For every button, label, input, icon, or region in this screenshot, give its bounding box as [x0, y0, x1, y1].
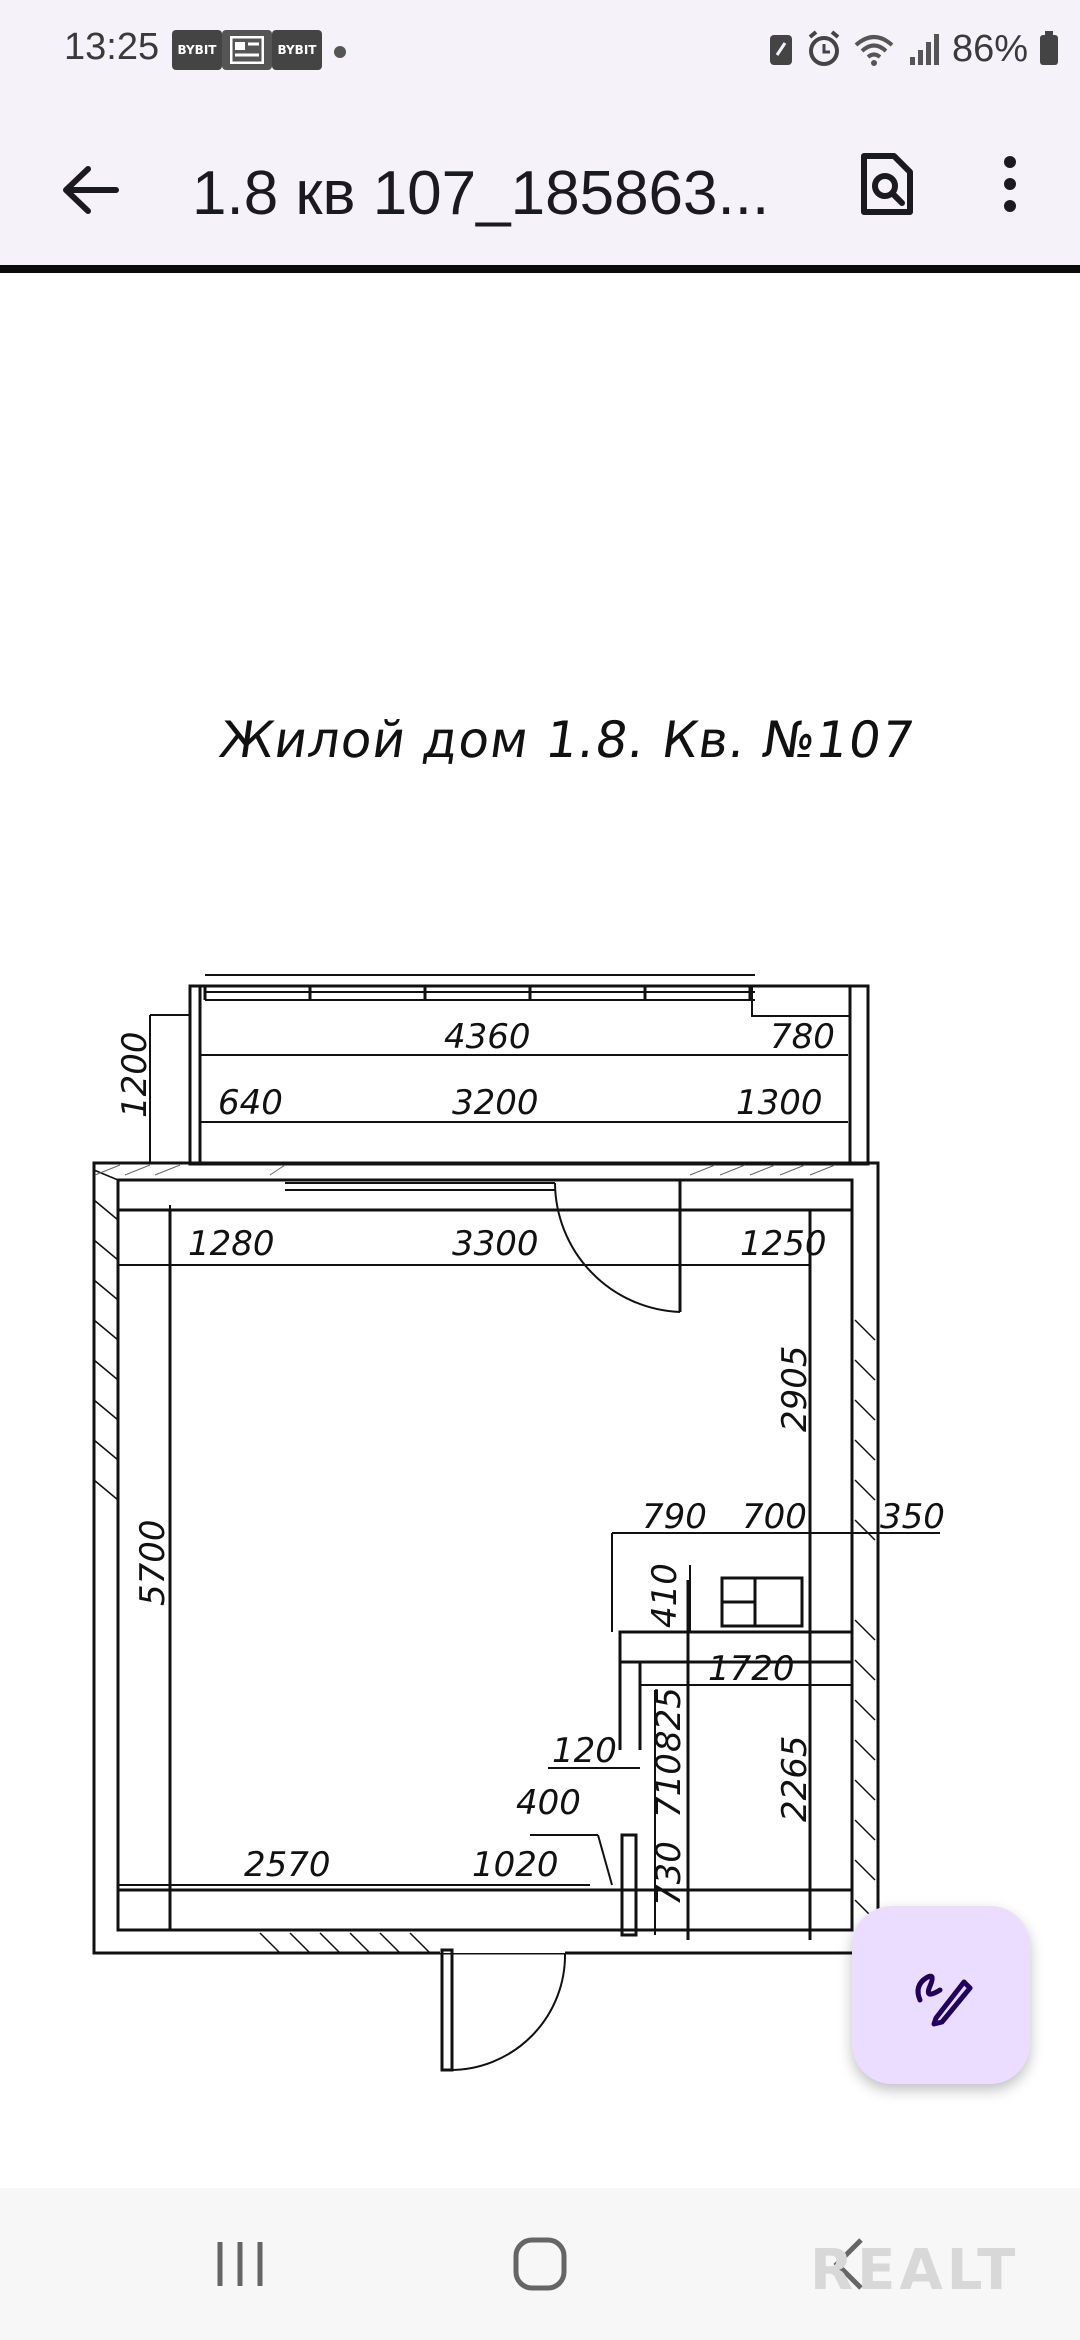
realt-watermark: REALT	[810, 2238, 1020, 2303]
dim-3200: 3200	[452, 1083, 539, 1123]
dim-790: 790	[642, 1497, 707, 1537]
dim-410: 410	[645, 1563, 685, 1628]
search-in-document-button[interactable]	[836, 134, 936, 234]
signal-icon	[906, 29, 942, 69]
edit-sign-icon	[906, 1960, 976, 2030]
dim-2905: 2905	[775, 1345, 815, 1432]
dim-640: 640	[218, 1083, 283, 1123]
arrow-left-icon	[60, 165, 120, 215]
home-icon	[510, 2234, 570, 2294]
dim-825: 825	[649, 1687, 689, 1752]
floor-plan	[0, 273, 1080, 2188]
nfc-icon	[766, 29, 796, 69]
app-bar	[0, 100, 1080, 265]
bybit-notification-icon-2: BYBIT	[272, 30, 322, 70]
status-icons	[766, 24, 1060, 74]
plan-title: Жилой дом 1.8. Кв. №107	[215, 711, 919, 769]
dim-350: 350	[880, 1497, 945, 1537]
wifi-icon	[852, 29, 896, 69]
more-notifications-dot	[334, 46, 346, 58]
home-button[interactable]	[450, 2188, 630, 2340]
back-button[interactable]	[40, 140, 140, 240]
dim-710: 710	[649, 1753, 689, 1818]
dim-1720: 1720	[708, 1649, 795, 1689]
dim-700: 700	[742, 1497, 807, 1537]
document-search-icon	[858, 152, 914, 216]
dim-400: 400	[516, 1783, 581, 1823]
status-bar	[0, 0, 1080, 100]
alarm-icon	[806, 29, 842, 69]
document-title: 1.8 кв 107_185863...	[192, 159, 770, 228]
dim-1200: 1200	[115, 1031, 155, 1118]
news-notification-icon	[222, 30, 272, 70]
balcony	[190, 975, 868, 1164]
dim-5700: 5700	[133, 1519, 173, 1606]
status-time: 13:25	[64, 26, 160, 68]
more-options-button[interactable]	[960, 134, 1060, 234]
dim-1300: 1300	[736, 1083, 823, 1123]
bybit-notification-icon: BYBIT	[172, 30, 222, 70]
recent-apps-button[interactable]	[150, 2188, 330, 2340]
dim-2570: 2570	[244, 1845, 331, 1885]
more-vert-icon	[1000, 154, 1020, 214]
dim-120: 120	[552, 1731, 617, 1771]
dim-780: 780	[770, 1017, 835, 1057]
dim-4360: 4360	[444, 1017, 531, 1057]
battery-percent: 86%	[951, 27, 1028, 70]
dim-1280: 1280	[188, 1224, 275, 1264]
battery-icon	[1038, 29, 1060, 69]
entrance-door	[440, 1950, 565, 2070]
system-nav-bar	[0, 2188, 1080, 2340]
dim-730: 730	[649, 1841, 689, 1906]
dim-1020: 1020	[472, 1845, 559, 1885]
sign-edit-fab[interactable]	[852, 1906, 1030, 2084]
dim-3300: 3300	[452, 1224, 539, 1264]
dim-1250: 1250	[740, 1224, 827, 1264]
outer-walls	[94, 1163, 878, 1953]
dim-2265: 2265	[775, 1735, 815, 1822]
document-viewer[interactable]	[0, 273, 1080, 2188]
recent-apps-icon	[212, 2236, 268, 2292]
toolbar-divider	[0, 265, 1080, 273]
